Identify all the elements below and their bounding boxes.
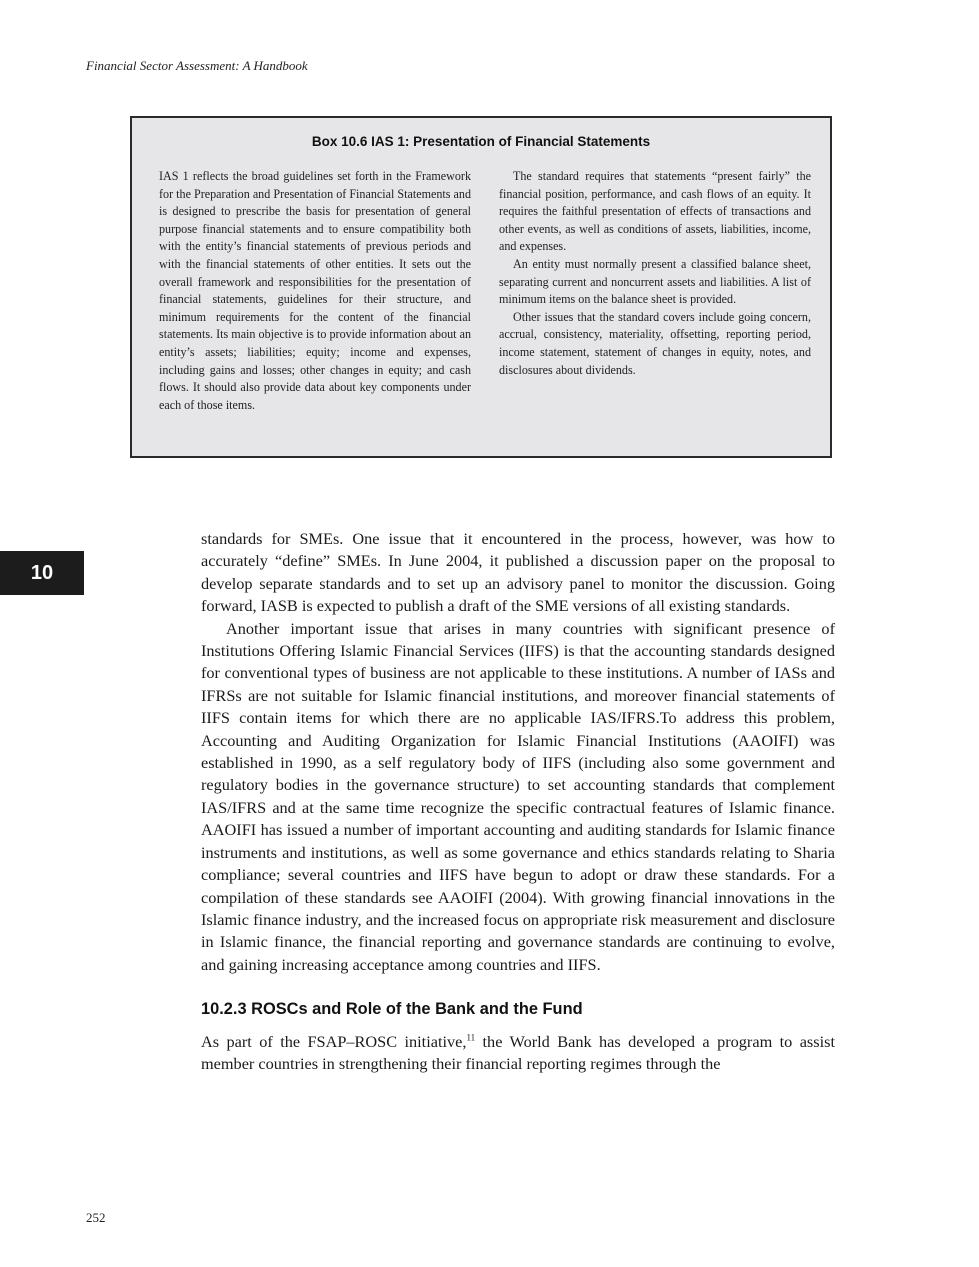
box-title: Box 10.6 IAS 1: Presentation of Financial Statements [311,134,651,149]
sidebar-box [130,116,832,458]
main-text [201,528,835,1075]
box-left-column [159,168,471,414]
body-paragraph: standards for SMEs. One issue that it encountered in the process, however, was how to accurately “define” SMEs. In June 2004, it published a discussion paper on the proposal to develop separate standards and to set up an advisory panel to monitor the discussion. Going forward, IASB is expected to publish a draft of the SME versions of all existing standards. [201,529,835,616]
footnote-marker[interactable]: 11 [466,1032,476,1043]
body-paragraph [201,1031,835,1076]
chapter-tab: 10 [0,551,84,595]
running-head: Financial Sector Assessment: A Handbook [86,58,308,73]
body-paragraph: Another important issue that arises in many countries with significant presence of Institutions Offering Islamic Financial Services (IIFS) is that the accounting standards designed for conventional types of business are not applicable to these institutions. A number of IASs and IFRSs are not suitable for Islamic financial institutions, and moreover financial statements of IIFS contain items for which there are no applicable IAS/IFRS.To address this problem, Accounting and Auditing Organization for Islamic Financial Institutions (AAOIFI) was established in 1990, as a self regulatory body of IIFS (including also some government and regulatory bodies in the governance structure) to set accounting standards that complement IAS/IFRS and at the same time recognize the specific contractual features of Islamic finance. AAOIFI has issued a number of important accounting and auditing standards for Islamic finance instruments and institutions, as well as some governance and ethics standards relating to Sharia compliance; several countries and IIFS have begun to adopt or draw these standards. For a compilation of these standards see AAOIFI (2004). With growing financial innovations in the Islamic finance industry, and the increased focus on appropriate risk measurement and disclosure in Islamic finance, the financial reporting and governance standards are continuing to evolve, and gaining increasing acceptance among countries and IIFS. [201,618,835,974]
section-heading: 10.2.3 ROSCs and Role of the Bank and the Fund [201,1000,583,1019]
box-paragraph: Other issues that the standard covers include going concern, accrual, consistency, materiality, offsetting, reporting period, income statement, statement of changes in equity, notes, and disclosures about dividends. [499,309,811,377]
box-paragraph: IAS 1 reflects the broad guidelines set forth in the Framework for the Preparation and Presentation of Financial Statements and is designed to prescribe the basis for presentation of general purpose financial statements and to ensure compatibility both with the entity’s financial statements of previous periods and with the financial statements of other entities. It sets out the overall framework and responsibilities for the presentation of financial statements, guidelines for their structure, and minimum requirements for the content of the financial statements. Its main objective is to provide information about an entity’s assets; liabilities; equity; income and expenses, including gains and losses; other changes in equity; and cash flows. It should also provide data about key components under each of those items. [159,169,471,412]
box-paragraph: The standard requires that statements “present fairly” the financial position, performance, and cash flows of an equity. It requires the faithful presentation of effects of transactions and other events, as well as conditions of assets, liabilities, income, and expenses. [499,169,811,254]
body-text-span: As part of the FSAP–ROSC initiative, [201,1031,467,1051]
box-right-column [499,168,811,379]
box-paragraph: An entity must normally present a classified balance sheet, separating current and noncurrent assets and liabilities. A list of minimum items on the balance sheet is provided. [499,256,811,307]
body-text-span: the World Bank has developed a program to assist member countries in strengthening their financial reporting regimes through the [201,1031,835,1073]
page-number: 252 [86,1210,106,1225]
